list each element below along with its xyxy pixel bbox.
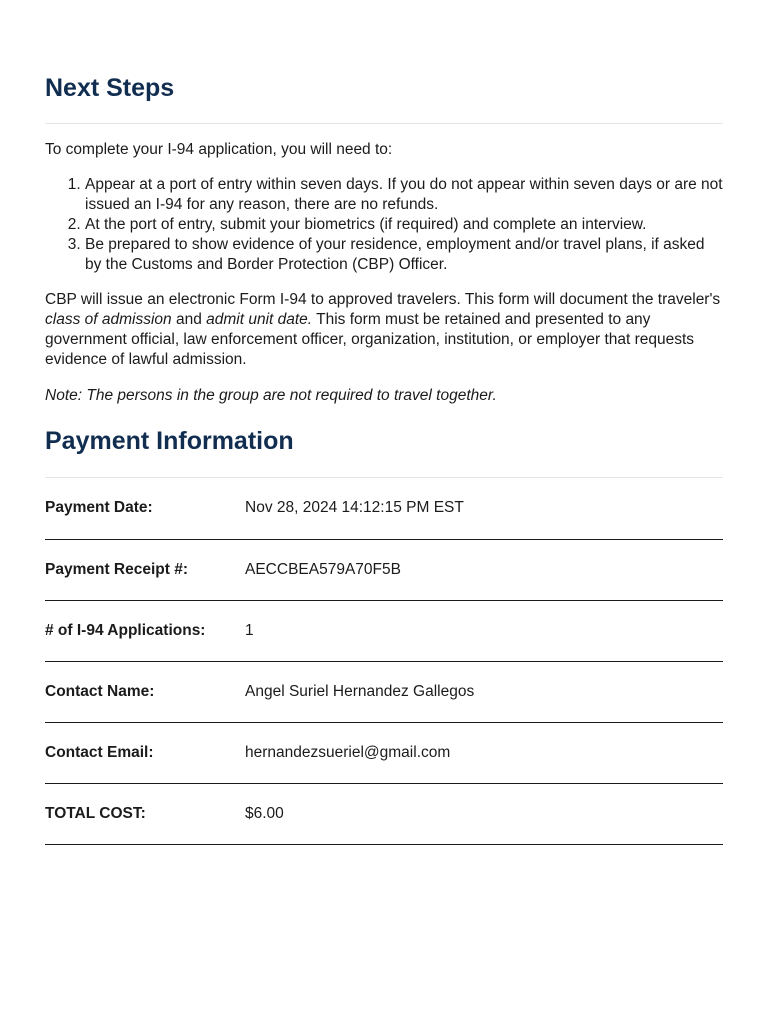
row-label: Payment Receipt #: [45, 539, 245, 600]
step-item: 2. At the port of entry, submit your biometrics (if required) and complete an interview. [85, 215, 723, 235]
row-label: TOTAL COST: [45, 783, 245, 844]
contact-email-row [45, 722, 723, 783]
section-divider [45, 123, 723, 124]
next-steps-list [45, 175, 723, 275]
cbp-text-part: CBP will issue an electronic Form I-94 to approved travelers. This form will document the traveler's [45, 291, 721, 308]
row-value: $6.00 [245, 783, 723, 844]
admit-unit-date-term: admit unit date. [206, 311, 313, 328]
next-steps-title: Next Steps [45, 74, 175, 102]
class-of-admission-term: class of admission [45, 311, 172, 328]
total-cost-row [45, 783, 723, 844]
payment-table [45, 478, 723, 845]
step-item: 1. Appear at a port of entry within seven days. If you do not appear within seven days or are not issued an I-94 for any reason, there are no refunds. [85, 175, 723, 215]
row-value: 1 [245, 600, 723, 661]
payment-receipt-row [45, 539, 723, 600]
payment-information-title: Payment Information [45, 427, 294, 455]
contact-name-row [45, 661, 723, 722]
row-value: AECCBEA579A70F5B [245, 539, 723, 600]
row-label: # of I-94 Applications: [45, 600, 245, 661]
row-value: Angel Suriel Hernandez Gallegos [245, 661, 723, 722]
row-label: Contact Email: [45, 722, 245, 783]
group-travel-note: Note: The persons in the group are not required to travel together. [45, 387, 497, 404]
cbp-info-paragraph [45, 290, 723, 370]
row-value: Nov 28, 2024 14:12:15 PM EST [245, 478, 723, 539]
row-value: hernandezsueriel@gmail.com [245, 722, 723, 783]
cbp-text-part: and [171, 311, 207, 328]
payment-date-row [45, 478, 723, 539]
applications-count-row [45, 600, 723, 661]
cbp-text-part: This form must be retained and presented to any government official, law enforcement officer, organization, institution, or employer that requests evidence of lawful admission. [45, 311, 695, 368]
row-label: Payment Date: [45, 478, 245, 539]
next-steps-intro: To complete your I-94 application, you will need to: [45, 141, 393, 158]
row-label: Contact Name: [45, 661, 245, 722]
step-item: 3. Be prepared to show evidence of your residence, employment and/or travel plans, if asked by the Customs and Border Protection (CBP) Officer. [85, 235, 723, 275]
